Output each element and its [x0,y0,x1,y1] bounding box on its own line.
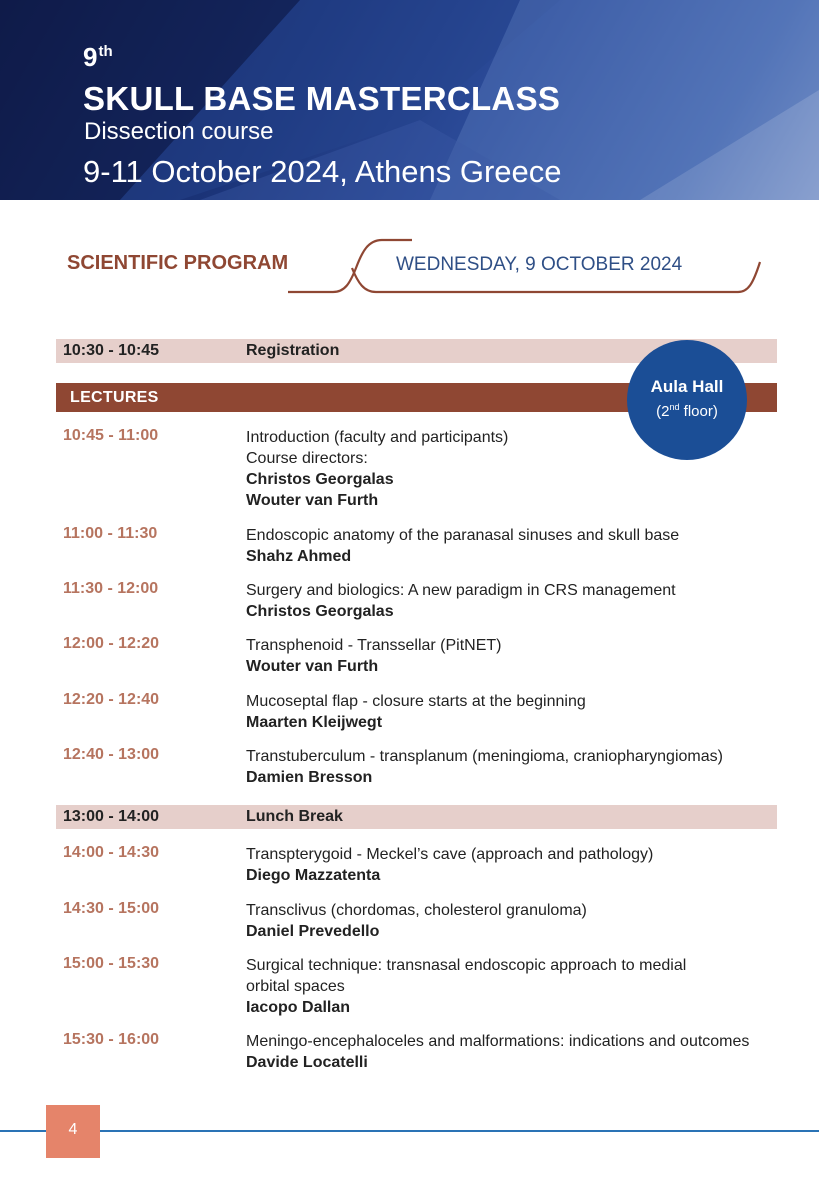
program-day: WEDNESDAY, 9 OCTOBER 2024 [396,254,683,275]
session-time: 12:00 - 12:20 [63,635,160,652]
speaker-name: Damien Bresson [246,769,373,786]
session-title: Transclivus (chordomas, cholesterol granuloma) [246,902,587,919]
speaker-name: Christos Georgalas [246,471,394,488]
speaker-name: Christos Georgalas [246,603,394,620]
session-details [246,691,806,733]
session-time: 15:30 - 16:00 [63,1031,160,1048]
session-title: Transphenoid - Transsellar (PitNET) [246,637,502,654]
section-label: SCIENTIFIC PROGRAM [67,252,289,274]
session-time: 11:30 - 12:00 [63,580,159,597]
speaker-name: Davide Locatelli [246,1054,368,1071]
session-details [246,1031,806,1073]
session-title: Surgery and biologics: A new paradigm in CRS management [246,582,676,599]
page-number: 4 [68,1121,78,1138]
session-time: 12:40 - 13:00 [63,746,160,763]
footer-rule [0,1130,819,1132]
session-details [246,955,806,1018]
course-date-location: 9-11 October 2024, Athens Greece [83,154,562,189]
session-time: 15:00 - 15:30 [63,955,160,972]
session-title-continued: orbital spaces [246,978,345,995]
speaker-name: Iacopo Dallan [246,999,351,1016]
lunch-time: 13:00 - 14:00 [63,808,160,825]
course-title: SKULL BASE MASTERCLASS [83,80,561,117]
speaker-name: Shahz Ahmed [246,548,352,565]
session-time: 14:00 - 14:30 [63,844,160,861]
session-title: Introduction (faculty and participants) [246,429,509,446]
speaker-name: Daniel Prevedello [246,923,380,940]
registration-time: 10:30 - 10:45 [63,342,160,359]
speaker-name: Wouter van Furth [246,658,379,675]
session-details [246,746,806,788]
session-title: Transpterygoid - Meckel’s cave (approach and pathology) [246,846,654,863]
session-time: 11:00 - 11:30 [63,525,158,542]
venue-floor: (2nd floor) [656,402,718,420]
session-title: Endoscopic anatomy of the paranasal sinuses and skull base [246,527,680,544]
session-time: 10:45 - 11:00 [63,427,159,444]
session-title: Surgical technique: transnasal endoscopic approach to medial [246,957,687,974]
page-number-box [46,1105,100,1158]
speaker-name: Maarten Kleijwegt [246,714,383,731]
lectures-label: LECTURES [70,389,159,406]
speaker-name: Diego Mazzatenta [246,867,381,884]
venue-name: Aula Hall [650,377,724,396]
session-details [246,580,806,622]
session-details [246,427,806,511]
speaker-name: Wouter van Furth [246,492,379,509]
session-title: Transtuberculum - transplanum (meningioma, craniopharyngiomas) [246,748,723,765]
session-details [246,525,806,567]
course-subtitle: Dissection course [84,118,274,145]
session-details [246,635,806,677]
lunch-label: Lunch Break [246,808,343,825]
session-details [246,844,806,886]
session-title: Meningo-encephaloceles and malformations: indications and outcomes [246,1033,750,1050]
session-title: Mucoseptal flap - closure starts at the beginning [246,693,586,710]
lunch-row [56,805,777,829]
session-time: 14:30 - 15:00 [63,900,160,917]
edition-number: 9th [83,42,113,72]
session-time: 12:20 - 12:40 [63,691,160,708]
registration-label: Registration [246,342,340,359]
session-subtitle: Course directors: [246,450,368,467]
session-details [246,900,806,942]
